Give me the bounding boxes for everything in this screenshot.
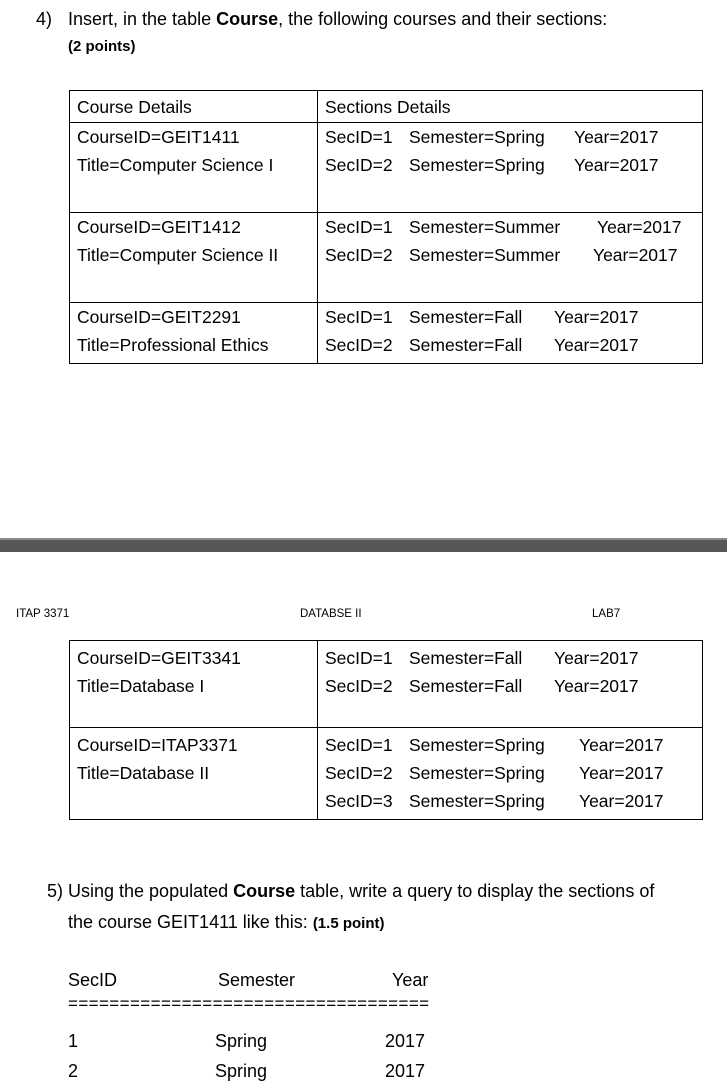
section-year: Year=2017: [579, 763, 664, 783]
header-sections-details: Sections Details: [318, 91, 703, 123]
header-course-name: DATABSE II: [300, 608, 362, 620]
question-5-line2: [68, 911, 384, 935]
section-semester: Semester=Spring: [409, 127, 545, 147]
section-semester: Semester=Summer: [409, 245, 561, 265]
section-year: Year=2017: [593, 245, 678, 265]
section-year: Year=2017: [597, 217, 682, 237]
section-semester: Semester=Fall: [409, 335, 523, 355]
section-line: [325, 151, 702, 179]
section-year: Year=2017: [574, 127, 659, 147]
section-year: Year=2017: [579, 735, 664, 755]
section-id: SecID=2: [325, 763, 393, 783]
section-id: SecID=1: [325, 217, 393, 237]
question-5-number: 5): [47, 881, 64, 901]
section-year: Year=2017: [554, 676, 639, 696]
result-header-secid: SecID: [68, 970, 118, 990]
course-title: Title=Database II: [77, 763, 210, 783]
header-lab-number: LAB7: [592, 608, 621, 620]
section-id: SecID=3: [325, 791, 393, 811]
question-4-text-before: Insert, in the table: [68, 9, 217, 29]
question-5-points: (1.5 point): [312, 915, 385, 932]
course-title: Title=Computer Science I: [77, 155, 274, 175]
course-row: [70, 213, 703, 303]
result-cell-semester: Spring: [215, 1061, 268, 1081]
section-semester: Semester=Fall: [409, 676, 523, 696]
header-course-code: ITAP 3371: [16, 608, 70, 620]
section-id: SecID=2: [325, 155, 393, 175]
section-semester: Semester=Fall: [409, 648, 523, 668]
course-id: CourseID=GEIT1412: [77, 217, 241, 237]
question-5-line2-text: the course GEIT1411 like this:: [68, 912, 308, 932]
section-semester: Semester=Spring: [409, 735, 545, 755]
section-line: [325, 644, 702, 672]
question-5-text-after: table, write a query to display the sections of: [295, 881, 655, 901]
result-header-year: Year: [392, 970, 429, 990]
section-semester: Semester=Spring: [409, 763, 545, 783]
section-id: SecID=2: [325, 335, 393, 355]
result-header-semester: Semester: [218, 970, 296, 990]
section-id: SecID=1: [325, 127, 393, 147]
course-title: Title=Professional Ethics: [77, 335, 269, 355]
question-4-text-after: , the following courses and their sections:: [278, 9, 608, 29]
result-cell-secid: 1: [68, 1031, 79, 1051]
course-id: CourseID=ITAP3371: [77, 735, 238, 755]
question-4-keyword: Course: [216, 9, 279, 29]
section-semester: Semester=Spring: [409, 155, 545, 175]
course-row: [70, 303, 703, 364]
question-5-keyword: Course: [233, 881, 296, 901]
course-title: Title=Computer Science II: [77, 245, 279, 265]
result-cell-secid: 2: [68, 1061, 79, 1081]
course-row: [70, 641, 703, 728]
section-line: [325, 759, 702, 787]
course-row: [70, 728, 703, 820]
question-4-number: 4): [36, 9, 53, 29]
header-course-details: Course Details: [70, 91, 318, 123]
section-semester: Semester=Summer: [409, 217, 561, 237]
page-break-band: [0, 540, 727, 552]
section-id: SecID=1: [325, 735, 393, 755]
course-id: CourseID=GEIT2291: [77, 307, 241, 327]
question-5-text: [68, 880, 654, 902]
section-line: [325, 123, 702, 151]
section-line: [325, 303, 702, 331]
section-year: Year=2017: [579, 791, 664, 811]
course-table-1: [69, 90, 703, 364]
course-id: CourseID=GEIT3341: [77, 648, 241, 668]
section-line: [325, 213, 702, 241]
result-cell-year: 2017: [385, 1031, 426, 1051]
section-id: SecID=1: [325, 307, 393, 327]
section-year: Year=2017: [554, 307, 639, 327]
course-title: Title=Database I: [77, 676, 205, 696]
section-line: [325, 787, 702, 815]
section-year: Year=2017: [554, 335, 639, 355]
section-id: SecID=2: [325, 245, 393, 265]
section-semester: Semester=Spring: [409, 791, 545, 811]
result-separator: ===================================: [68, 994, 430, 1013]
section-semester: Semester=Fall: [409, 307, 523, 327]
question-4-points: (2 points): [68, 38, 136, 55]
section-id: SecID=1: [325, 648, 393, 668]
question-4-text: [68, 8, 607, 30]
section-id: SecID=2: [325, 676, 393, 696]
result-cell-semester: Spring: [215, 1031, 268, 1051]
section-line: [325, 672, 702, 700]
course-table-2: [69, 640, 703, 820]
result-cell-year: 2017: [385, 1061, 426, 1081]
course-row: [70, 123, 703, 213]
section-line: [325, 731, 702, 759]
course-id: CourseID=GEIT1411: [77, 127, 240, 147]
section-year: Year=2017: [554, 648, 639, 668]
section-line: [325, 241, 702, 269]
question-5-text-before: Using the populated: [68, 881, 234, 901]
section-year: Year=2017: [574, 155, 659, 175]
section-line: [325, 331, 702, 359]
